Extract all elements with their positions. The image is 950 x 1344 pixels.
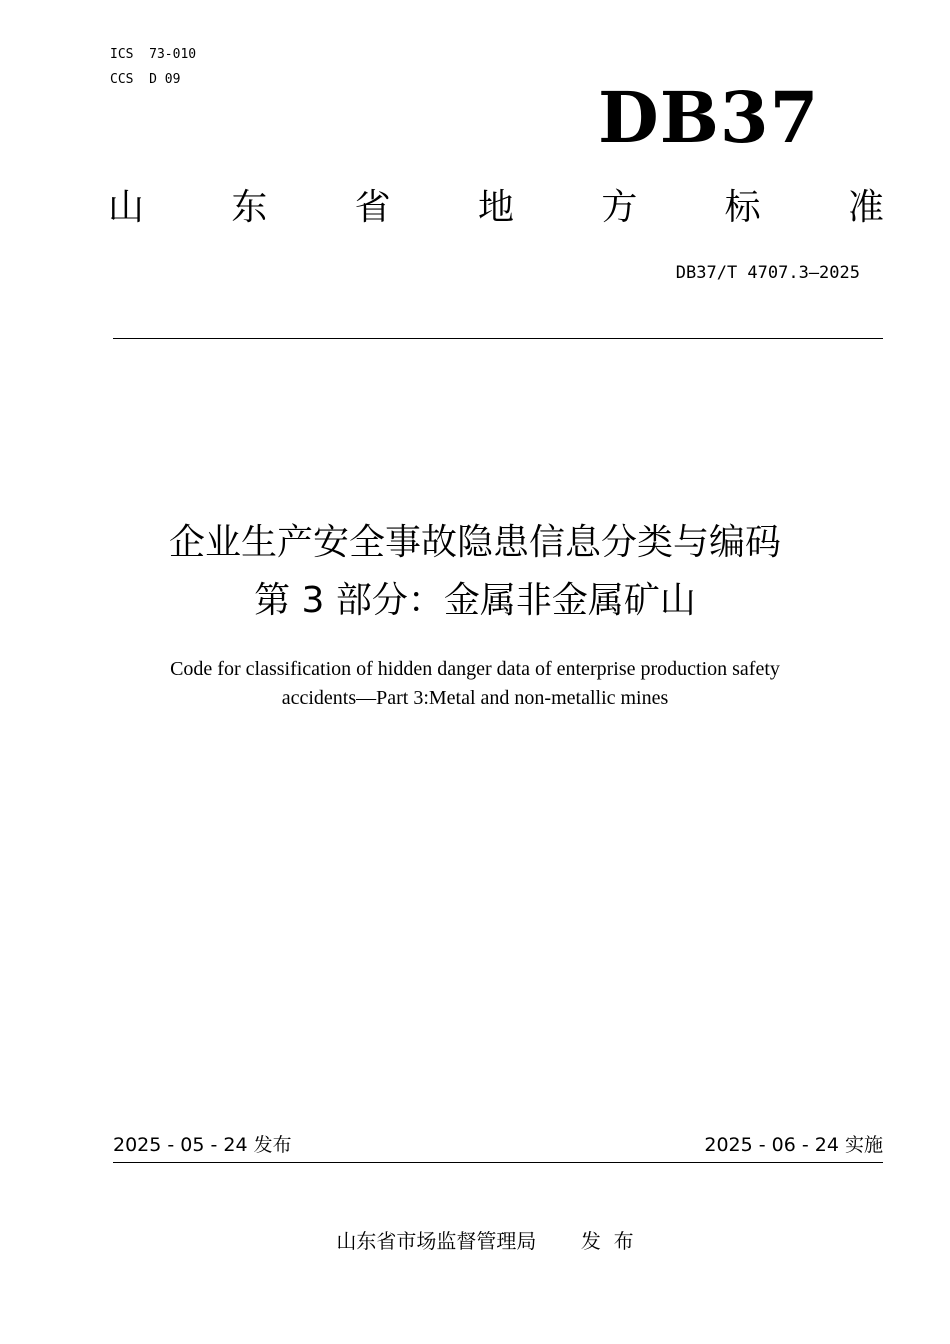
issue-date: 2025 - 05 - 24 发布: [113, 1134, 292, 1156]
standard-type-char: 地: [477, 187, 514, 228]
chinese-title-line-2: 第 3 部分：金属非金属矿山: [254, 580, 696, 621]
english-title-line-2: accidents—Part 3:Metal and non-metallic mines: [281, 687, 669, 709]
standard-type-heading: [108, 183, 884, 233]
footer-divider: [113, 1162, 883, 1163]
standard-type-char: 东: [231, 187, 268, 228]
standard-type-char: 准: [847, 187, 884, 228]
standard-type-char: 标: [724, 187, 761, 228]
header-divider: [113, 338, 883, 339]
db37-logo: DB37: [598, 76, 820, 159]
english-title: [0, 655, 950, 713]
ccs-code: CCS D 09: [110, 72, 181, 87]
chinese-title-line-1: 企业生产安全事故隐患信息分类与编码: [168, 522, 781, 563]
standard-type-char: 省: [354, 187, 391, 228]
issuing-authority: 山东省市场监督管理局 发 布: [336, 1229, 634, 1253]
standard-type-char: 山: [108, 187, 145, 228]
ics-code: ICS 73-010: [110, 47, 197, 62]
english-title-line-1: Code for classification of hidden danger data of enterprise production safety: [170, 658, 780, 680]
implementation-date: 2025 - 06 - 24 实施: [704, 1134, 883, 1156]
standard-type-char: 方: [601, 187, 638, 228]
document-number: DB37/T 4707.3—2025: [675, 263, 860, 283]
